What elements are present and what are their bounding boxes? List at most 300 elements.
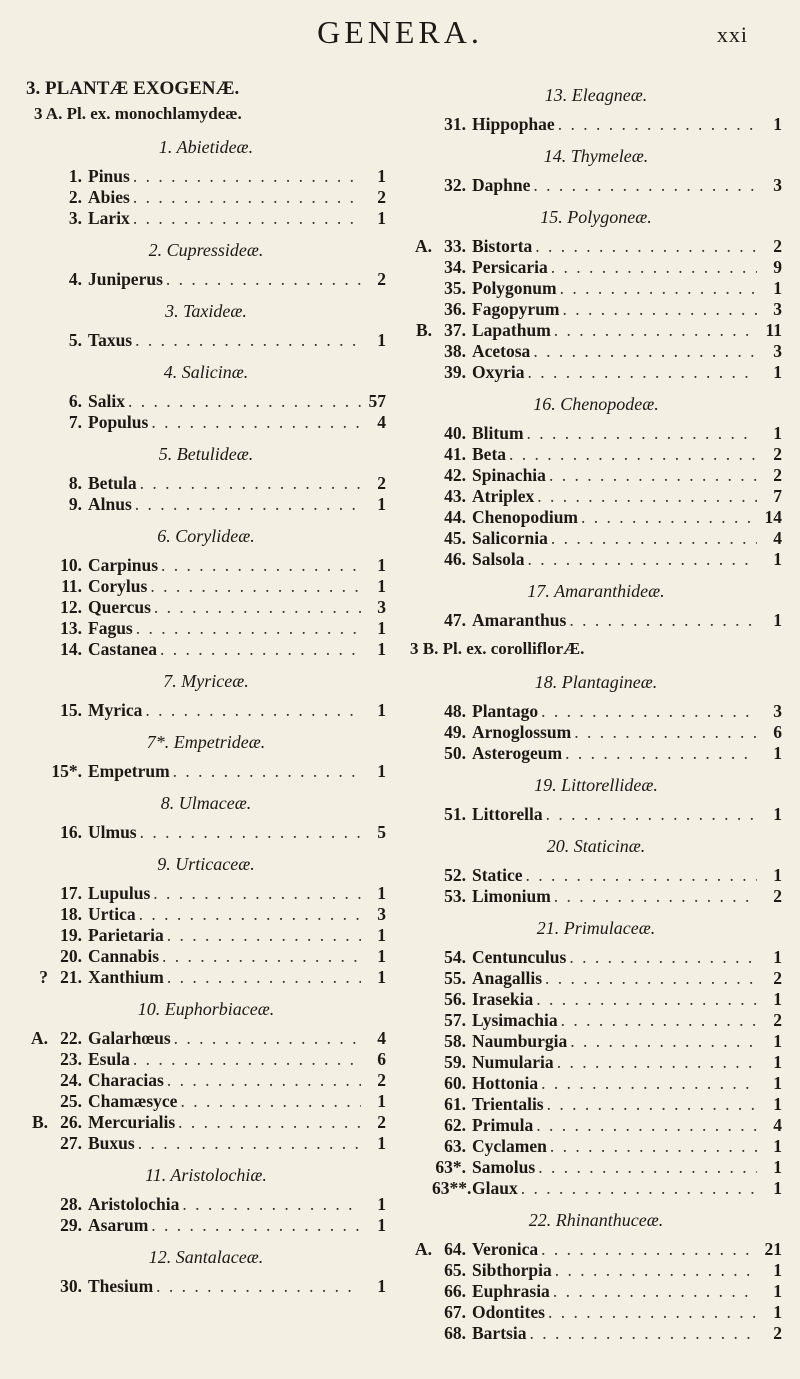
species-count: 1 bbox=[377, 883, 386, 903]
leader-dots bbox=[128, 391, 361, 412]
species-count: 2 bbox=[377, 269, 386, 289]
species-count: 11 bbox=[765, 320, 782, 340]
entry-number: 11. bbox=[61, 576, 82, 596]
genus-entry bbox=[26, 166, 386, 187]
species-count: 1 bbox=[377, 208, 386, 228]
genus-name: Spinachia bbox=[472, 465, 546, 485]
order-heading: 12. Santalaceæ. bbox=[148, 1247, 264, 1267]
genus-entry bbox=[410, 701, 782, 722]
genus-entry bbox=[410, 1136, 782, 1157]
species-count: 1 bbox=[773, 989, 782, 1009]
order-heading: 1. Abietideæ. bbox=[158, 137, 254, 157]
entry-prefix: A. bbox=[414, 1239, 432, 1259]
genus-name: Pinus bbox=[88, 166, 130, 186]
entry-number: 2. bbox=[68, 187, 82, 207]
genus-name: Salix bbox=[88, 391, 125, 411]
genus-entry bbox=[26, 473, 386, 494]
order-heading: 20. Staticinæ. bbox=[546, 836, 646, 856]
species-count: 1 bbox=[773, 423, 782, 443]
entry-number: 44. bbox=[444, 507, 466, 527]
genus-entry bbox=[410, 175, 782, 196]
species-count: 3 bbox=[377, 597, 386, 617]
entry-number: 57. bbox=[444, 1010, 466, 1030]
entry-number: 52. bbox=[444, 865, 466, 885]
order-heading: 4. Salicinæ. bbox=[163, 362, 249, 382]
order-heading: 5. Betulideæ. bbox=[158, 444, 254, 464]
entry-number: 36. bbox=[444, 299, 466, 319]
leader-dots bbox=[581, 507, 757, 528]
leader-dots bbox=[548, 1302, 757, 1323]
leader-dots bbox=[135, 330, 361, 351]
genus-entry bbox=[410, 236, 782, 257]
species-count: 1 bbox=[377, 494, 386, 514]
entry-number: 3. bbox=[68, 208, 82, 228]
genus-entry bbox=[410, 114, 782, 135]
genus-name: Numularia bbox=[472, 1052, 554, 1072]
order-heading: 15. Polygoneæ. bbox=[540, 207, 652, 227]
leader-dots bbox=[547, 1094, 757, 1115]
right-column bbox=[410, 74, 782, 1344]
genus-name: Odontites bbox=[472, 1302, 545, 1322]
entry-number: 62. bbox=[444, 1115, 466, 1135]
genus-entry bbox=[26, 576, 386, 597]
genus-name: Trientalis bbox=[472, 1094, 544, 1114]
genus-entry bbox=[410, 1157, 782, 1178]
entry-number: 15. bbox=[60, 700, 82, 720]
genus-entry bbox=[410, 465, 782, 486]
leader-dots bbox=[150, 576, 361, 597]
page-title: GENERA. bbox=[317, 14, 483, 50]
leader-dots bbox=[528, 549, 757, 570]
species-count: 1 bbox=[773, 1136, 782, 1156]
genus-entry bbox=[26, 208, 386, 229]
genus-entry bbox=[26, 904, 386, 925]
leader-dots bbox=[133, 187, 361, 208]
leader-dots bbox=[546, 804, 757, 825]
entry-number: 10. bbox=[60, 555, 82, 575]
species-count: 1 bbox=[773, 549, 782, 569]
species-count: 1 bbox=[773, 114, 782, 134]
order-heading: 10. Euphorbiaceæ. bbox=[137, 999, 275, 1019]
leader-dots bbox=[153, 883, 361, 904]
leader-dots bbox=[557, 1052, 757, 1073]
species-count: 21 bbox=[764, 1239, 782, 1259]
entry-number: 38. bbox=[444, 341, 466, 361]
leader-dots bbox=[154, 597, 361, 618]
genus-entry bbox=[410, 1010, 782, 1031]
entry-prefix: B. bbox=[415, 320, 432, 340]
genus-name: Littorella bbox=[472, 804, 543, 824]
genus-entry bbox=[26, 925, 386, 946]
genus-entry bbox=[410, 423, 782, 444]
leader-dots bbox=[161, 555, 361, 576]
genus-entry bbox=[410, 528, 782, 549]
species-count: 3 bbox=[773, 341, 782, 361]
entry-number: 45. bbox=[444, 528, 466, 548]
species-count: 1 bbox=[377, 1133, 386, 1153]
genus-entry bbox=[26, 1070, 386, 1091]
species-count: 2 bbox=[773, 236, 782, 256]
species-count: 1 bbox=[773, 1031, 782, 1051]
genus-entry bbox=[410, 549, 782, 570]
genus-name: Xanthium bbox=[88, 967, 164, 987]
genus-name: Asterogeum bbox=[472, 743, 563, 763]
genus-name: Galarhœus bbox=[88, 1028, 171, 1048]
leader-dots bbox=[521, 1178, 757, 1199]
species-count: 1 bbox=[773, 278, 782, 298]
species-count: 1 bbox=[773, 1073, 782, 1093]
species-count: 1 bbox=[377, 1091, 386, 1111]
genus-name: Cannabis bbox=[88, 946, 160, 966]
order-heading: 17. Amaranthideæ. bbox=[527, 581, 665, 601]
genus-name: Castanea bbox=[88, 639, 158, 659]
genus-entry bbox=[26, 1133, 386, 1154]
leader-dots bbox=[509, 444, 757, 465]
species-count: 1 bbox=[773, 743, 782, 763]
order-heading: 21. Primulaceæ. bbox=[536, 918, 656, 938]
genus-entry bbox=[26, 1091, 386, 1112]
order-heading: 14. Thymeleæ. bbox=[543, 146, 649, 166]
species-count: 2 bbox=[773, 968, 782, 988]
genus-name: Thesium bbox=[88, 1276, 154, 1296]
genus-entry bbox=[26, 597, 386, 618]
genus-entry bbox=[410, 278, 782, 299]
species-count: 1 bbox=[773, 1178, 782, 1198]
leader-dots bbox=[166, 269, 361, 290]
species-count: 1 bbox=[377, 946, 386, 966]
genus-name: Populus bbox=[88, 412, 149, 432]
genus-entry bbox=[410, 1323, 782, 1344]
genus-name: Plantago bbox=[472, 701, 539, 721]
order-heading: 2. Cupressideæ. bbox=[148, 240, 264, 260]
leader-dots bbox=[570, 1031, 757, 1052]
leader-dots bbox=[535, 236, 757, 257]
genus-name: Primula bbox=[472, 1115, 534, 1135]
leader-dots bbox=[167, 1070, 361, 1091]
genus-name: Chamæsyce bbox=[88, 1091, 178, 1111]
entry-number: 7. bbox=[68, 412, 82, 432]
species-count: 2 bbox=[773, 1323, 782, 1343]
genus-entry bbox=[410, 486, 782, 507]
leader-dots bbox=[133, 1049, 361, 1070]
species-count: 3 bbox=[773, 175, 782, 195]
entry-number: 41. bbox=[444, 444, 466, 464]
genus-entry bbox=[410, 320, 782, 341]
genus-entry bbox=[26, 700, 386, 721]
entry-number: 51. bbox=[444, 804, 466, 824]
genus-name: Cyclamen bbox=[472, 1136, 547, 1156]
entry-number: 56. bbox=[444, 989, 466, 1009]
entry-number: 29. bbox=[60, 1215, 82, 1235]
genus-entry bbox=[410, 886, 782, 907]
species-count: 2 bbox=[773, 886, 782, 906]
entry-number: 54. bbox=[444, 947, 466, 967]
leader-dots bbox=[133, 166, 361, 187]
leader-dots bbox=[555, 1260, 757, 1281]
genus-entry bbox=[26, 494, 386, 515]
species-count: 1 bbox=[773, 1302, 782, 1322]
species-count: 1 bbox=[377, 1215, 386, 1235]
entry-number: 39. bbox=[444, 362, 466, 382]
species-count: 1 bbox=[377, 166, 386, 186]
leader-dots bbox=[140, 473, 361, 494]
order-heading: 3. Taxideæ. bbox=[165, 301, 247, 321]
genus-name: Irasekia bbox=[472, 989, 534, 1009]
entry-number: 25. bbox=[60, 1091, 82, 1111]
species-count: 1 bbox=[773, 362, 782, 382]
leader-dots bbox=[533, 341, 757, 362]
entry-number: 28. bbox=[60, 1194, 82, 1214]
genus-name: Daphne bbox=[472, 175, 531, 195]
leader-dots bbox=[536, 1115, 757, 1136]
leader-dots bbox=[182, 1194, 361, 1215]
genus-name: Limonium bbox=[472, 886, 551, 906]
leader-dots bbox=[541, 1073, 757, 1094]
genus-name: Oxyria bbox=[472, 362, 525, 382]
leader-dots bbox=[538, 1157, 757, 1178]
genus-name: Persicaria bbox=[472, 257, 548, 277]
entry-number: 33. bbox=[444, 236, 466, 256]
leader-dots bbox=[529, 1323, 757, 1344]
species-count: 3 bbox=[773, 701, 782, 721]
species-count: 1 bbox=[377, 761, 386, 781]
order-heading: 13. Eleagneæ. bbox=[544, 85, 648, 105]
entry-number: 31. bbox=[444, 114, 466, 134]
genus-entry bbox=[410, 341, 782, 362]
entry-number: 22. bbox=[60, 1028, 82, 1048]
genus-entry bbox=[410, 1052, 782, 1073]
entry-number: 18. bbox=[60, 904, 82, 924]
genus-entry bbox=[26, 1049, 386, 1070]
leader-dots bbox=[541, 701, 757, 722]
genus-entry bbox=[26, 946, 386, 967]
genus-name: Carpinus bbox=[88, 555, 159, 575]
species-count: 1 bbox=[773, 865, 782, 885]
genus-entry bbox=[410, 722, 782, 743]
order-heading: 9. Urticaceæ. bbox=[157, 854, 255, 874]
genus-name: Sibthorpia bbox=[472, 1260, 552, 1280]
genus-name: Fagus bbox=[88, 618, 133, 638]
genus-entry bbox=[410, 299, 782, 320]
species-count: 1 bbox=[773, 1157, 782, 1177]
subclass-heading: 3 A. Pl. ex. monochlamydeæ. bbox=[34, 104, 242, 123]
entry-number: 55. bbox=[444, 968, 466, 988]
genus-name: Acetosa bbox=[472, 341, 531, 361]
genus-name: Larix bbox=[88, 208, 130, 228]
genus-entry bbox=[26, 1112, 386, 1133]
entry-number: 67. bbox=[444, 1302, 466, 1322]
leader-dots bbox=[528, 362, 758, 383]
species-count: 1 bbox=[377, 700, 386, 720]
entry-number: 65. bbox=[444, 1260, 466, 1280]
species-count: 1 bbox=[773, 1260, 782, 1280]
genus-entry bbox=[410, 362, 782, 383]
species-count: 6 bbox=[377, 1049, 386, 1069]
entry-number: 26. bbox=[60, 1112, 82, 1132]
entry-number: 35. bbox=[444, 278, 466, 298]
genus-entry bbox=[410, 865, 782, 886]
genus-name: Blitum bbox=[472, 423, 524, 443]
leader-dots bbox=[167, 925, 361, 946]
leader-dots bbox=[549, 465, 757, 486]
genus-name: Lapathum bbox=[472, 320, 551, 340]
genus-entry bbox=[26, 269, 386, 290]
species-count: 1 bbox=[377, 618, 386, 638]
entry-number: 19. bbox=[60, 925, 82, 945]
genus-name: Atriplex bbox=[472, 486, 535, 506]
genus-entry bbox=[410, 1178, 782, 1199]
page-number: xxi bbox=[716, 22, 748, 47]
genus-entry bbox=[410, 1302, 782, 1323]
genus-name: Mercurialis bbox=[88, 1112, 176, 1132]
genus-name: Ulmus bbox=[88, 822, 137, 842]
leader-dots bbox=[138, 1133, 361, 1154]
entry-number: 5. bbox=[68, 330, 82, 350]
entry-number: 17. bbox=[60, 883, 82, 903]
genus-entry bbox=[410, 743, 782, 764]
species-count: 4 bbox=[773, 528, 782, 548]
entry-number: 60. bbox=[444, 1073, 466, 1093]
genus-name: Bistorta bbox=[472, 236, 533, 256]
leader-dots bbox=[135, 494, 361, 515]
leader-dots bbox=[563, 299, 758, 320]
leader-dots bbox=[145, 700, 361, 721]
leader-dots bbox=[151, 1215, 361, 1236]
species-count: 1 bbox=[377, 1276, 386, 1296]
species-count: 1 bbox=[773, 1094, 782, 1114]
species-count: 14 bbox=[764, 507, 782, 527]
leader-dots bbox=[173, 761, 361, 782]
leader-dots bbox=[162, 946, 361, 967]
entry-number: 68. bbox=[444, 1323, 466, 1343]
genus-entry bbox=[410, 989, 782, 1010]
leader-dots bbox=[554, 320, 757, 341]
genus-name: Urtica bbox=[88, 904, 136, 924]
leader-dots bbox=[550, 1136, 757, 1157]
genus-entry bbox=[26, 639, 386, 660]
order-heading: 8. Ulmaceæ. bbox=[160, 793, 252, 813]
entry-number: 15*. bbox=[51, 761, 82, 781]
genus-name: Betula bbox=[88, 473, 137, 493]
species-count: 1 bbox=[773, 610, 782, 630]
entry-number: 37. bbox=[444, 320, 466, 340]
species-count: 1 bbox=[773, 947, 782, 967]
genus-name: Statice bbox=[472, 865, 523, 885]
entry-number: 21. bbox=[60, 967, 82, 987]
entry-number: 63. bbox=[444, 1136, 466, 1156]
species-count: 4 bbox=[773, 1115, 782, 1135]
entry-number: 13. bbox=[60, 618, 82, 638]
genus-name: Veronica bbox=[472, 1239, 539, 1259]
genus-name: Quercus bbox=[88, 597, 151, 617]
leader-dots bbox=[565, 743, 757, 764]
genus-name: Naumburgia bbox=[472, 1031, 568, 1051]
species-count: 6 bbox=[773, 722, 782, 742]
genus-entry bbox=[410, 1094, 782, 1115]
entry-number: 49. bbox=[444, 722, 466, 742]
leader-dots bbox=[533, 175, 757, 196]
entry-number: 6. bbox=[68, 391, 82, 411]
leader-dots bbox=[569, 610, 757, 631]
entry-number: 48. bbox=[444, 701, 466, 721]
entry-number: 16. bbox=[60, 822, 82, 842]
entry-prefix: A. bbox=[414, 236, 432, 256]
leader-dots bbox=[561, 1010, 757, 1031]
genus-entry bbox=[410, 1281, 782, 1302]
genus-name: Amaranthus bbox=[472, 610, 567, 630]
species-count: 57 bbox=[368, 391, 386, 411]
species-count: 5 bbox=[377, 822, 386, 842]
genus-name: Polygonum bbox=[472, 278, 557, 298]
entry-number: 53. bbox=[444, 886, 466, 906]
left-column bbox=[26, 74, 386, 1297]
genus-name: Myrica bbox=[88, 700, 143, 720]
leader-dots bbox=[167, 967, 361, 988]
leader-dots bbox=[541, 1239, 757, 1260]
entry-number: 61. bbox=[444, 1094, 466, 1114]
leader-dots bbox=[551, 528, 757, 549]
order-heading: 7. Myriceæ. bbox=[163, 671, 249, 691]
entry-number: 42. bbox=[444, 465, 466, 485]
species-count: 1 bbox=[773, 1052, 782, 1072]
entry-number: 63**. bbox=[432, 1178, 472, 1198]
order-heading: 19. Littorellideæ. bbox=[534, 775, 658, 795]
leader-dots bbox=[554, 886, 757, 907]
leader-dots bbox=[553, 1281, 757, 1302]
order-heading: 6. Corylideæ. bbox=[157, 526, 255, 546]
species-count: 1 bbox=[377, 330, 386, 350]
entry-number: 30. bbox=[60, 1276, 82, 1296]
entry-number: 46. bbox=[444, 549, 466, 569]
entry-number: 43. bbox=[444, 486, 466, 506]
subclass-heading: 3 B. Pl. ex. corolliflorÆ. bbox=[410, 639, 585, 658]
genus-name: Beta bbox=[472, 444, 507, 464]
genus-name: Euphrasia bbox=[472, 1281, 550, 1301]
entry-number: 24. bbox=[60, 1070, 82, 1090]
leader-dots bbox=[537, 486, 757, 507]
genus-entry bbox=[26, 618, 386, 639]
entry-number: 59. bbox=[444, 1052, 466, 1072]
species-count: 2 bbox=[377, 473, 386, 493]
entry-prefix: A. bbox=[30, 1028, 48, 1048]
species-count: 7 bbox=[773, 486, 782, 506]
leader-dots bbox=[151, 412, 361, 433]
genus-name: Aristolochia bbox=[88, 1194, 180, 1214]
genus-entry bbox=[26, 822, 386, 843]
section-heading: 3. PLANTÆ EXOGENÆ. bbox=[26, 78, 240, 99]
leader-dots bbox=[560, 278, 757, 299]
leader-dots bbox=[545, 968, 757, 989]
entry-number: 4. bbox=[68, 269, 82, 289]
order-heading: 7*. Empetrideæ. bbox=[146, 732, 266, 752]
entry-number: 1. bbox=[68, 166, 82, 186]
genus-entry bbox=[410, 1115, 782, 1136]
leader-dots bbox=[574, 722, 757, 743]
genus-entry bbox=[26, 391, 386, 412]
species-count: 1 bbox=[377, 639, 386, 659]
right-groups bbox=[410, 82, 782, 1344]
species-count: 2 bbox=[773, 1010, 782, 1030]
entry-number: 34. bbox=[444, 257, 466, 277]
genus-name: Samolus bbox=[472, 1157, 536, 1177]
leader-dots bbox=[174, 1028, 361, 1049]
genus-name: Corylus bbox=[88, 576, 148, 596]
genus-entry bbox=[26, 330, 386, 351]
entry-number: 20. bbox=[60, 946, 82, 966]
leader-dots bbox=[140, 822, 361, 843]
species-count: 3 bbox=[773, 299, 782, 319]
genus-name: Abies bbox=[88, 187, 130, 207]
